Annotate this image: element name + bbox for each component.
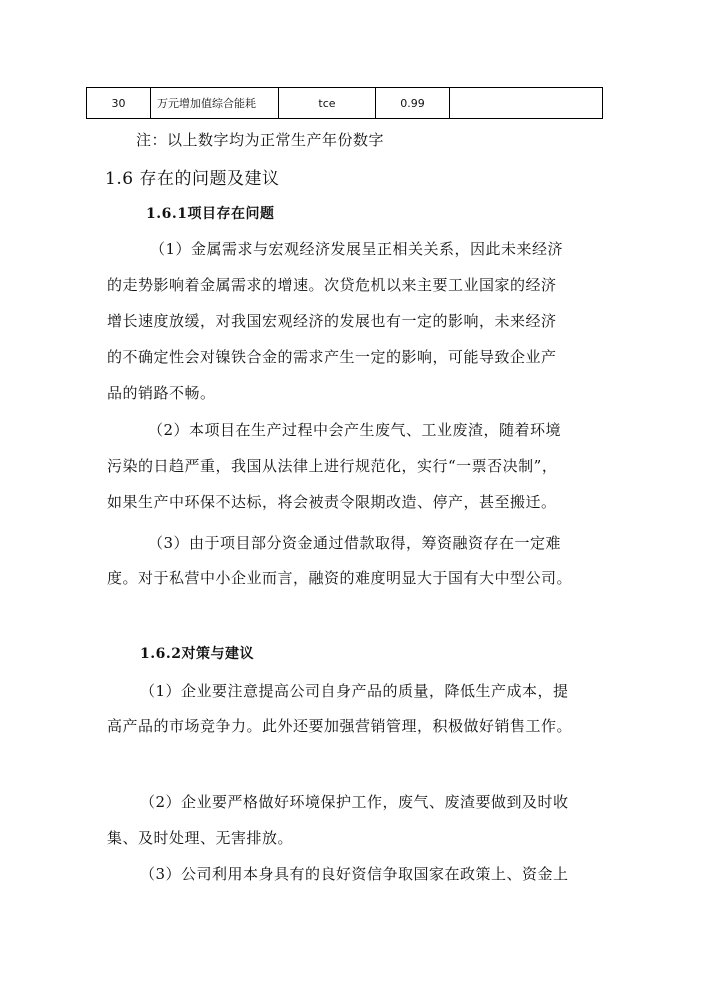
energy-table (86, 87, 603, 119)
paragraph-line: 污染的日趋严重，我国从法律上进行规范化，实行“一票否决制”， (107, 457, 558, 475)
table-note: 注：以上数字均为正常生产年份数字 (136, 131, 385, 149)
paragraph-line: 品的销路不畅。 (107, 384, 216, 402)
table-cell-index: 30 (87, 88, 151, 119)
paragraph-line: （2）本项目在生产过程中会产生废气、工业废渣，随着环境 (148, 421, 562, 439)
paragraph-line: （1）企业要注意提高公司自身产品的质量，降低生产成本，提 (140, 682, 569, 700)
paragraph-line: 的不确定性会对镍铁合金的需求产生一定的影响，可能导致企业产 (107, 348, 557, 366)
table-cell-unit: tce (279, 88, 376, 119)
table-cell-indicator: 万元增加值综合能耗 (151, 88, 279, 119)
paragraph-line: （1）金属需求与宏观经济发展呈正相关关系，因此未来经济 (150, 240, 564, 258)
table-row (87, 88, 603, 119)
paragraph-line: 集、及时处理、无害排放。 (107, 829, 294, 847)
table-cell-value: 0.99 (376, 88, 450, 119)
paragraph-line: （3）公司利用本身具有的良好资信争取国家在政策上、资金上 (140, 865, 569, 883)
paragraph-line: 如果生产中环保不达标，将会被责令限期改造、停产，甚至搬迁。 (107, 493, 557, 511)
paragraph-line: 高产品的市场竞争力。此外还要加强营销管理，积极做好销售工作。 (107, 717, 573, 735)
paragraph-line: 增长速度放缓，对我国宏观经济的发展也有一定的影响，未来经济 (107, 312, 557, 330)
section-heading: 1.6 存在的问题及建议 (105, 169, 280, 189)
paragraph-line: 度。对于私营中小企业而言，融资的难度明显大于国有大中型公司。 (107, 569, 573, 587)
table-cell-remark (450, 88, 603, 119)
subsection-heading-problems: 1.6.1项目存在问题 (146, 206, 275, 222)
subsection-heading-measures: 1.6.2对策与建议 (140, 646, 254, 662)
paragraph-line: （3）由于项目部分资金通过借款取得，筹资融资存在一定难 (148, 534, 562, 552)
paragraph-line: （2）企业要严格做好环境保护工作，废气、废渣要做到及时收 (140, 793, 569, 811)
paragraph-line: 的走势影响着金属需求的增速。次贷危机以来主要工业国家的经济 (107, 276, 557, 294)
